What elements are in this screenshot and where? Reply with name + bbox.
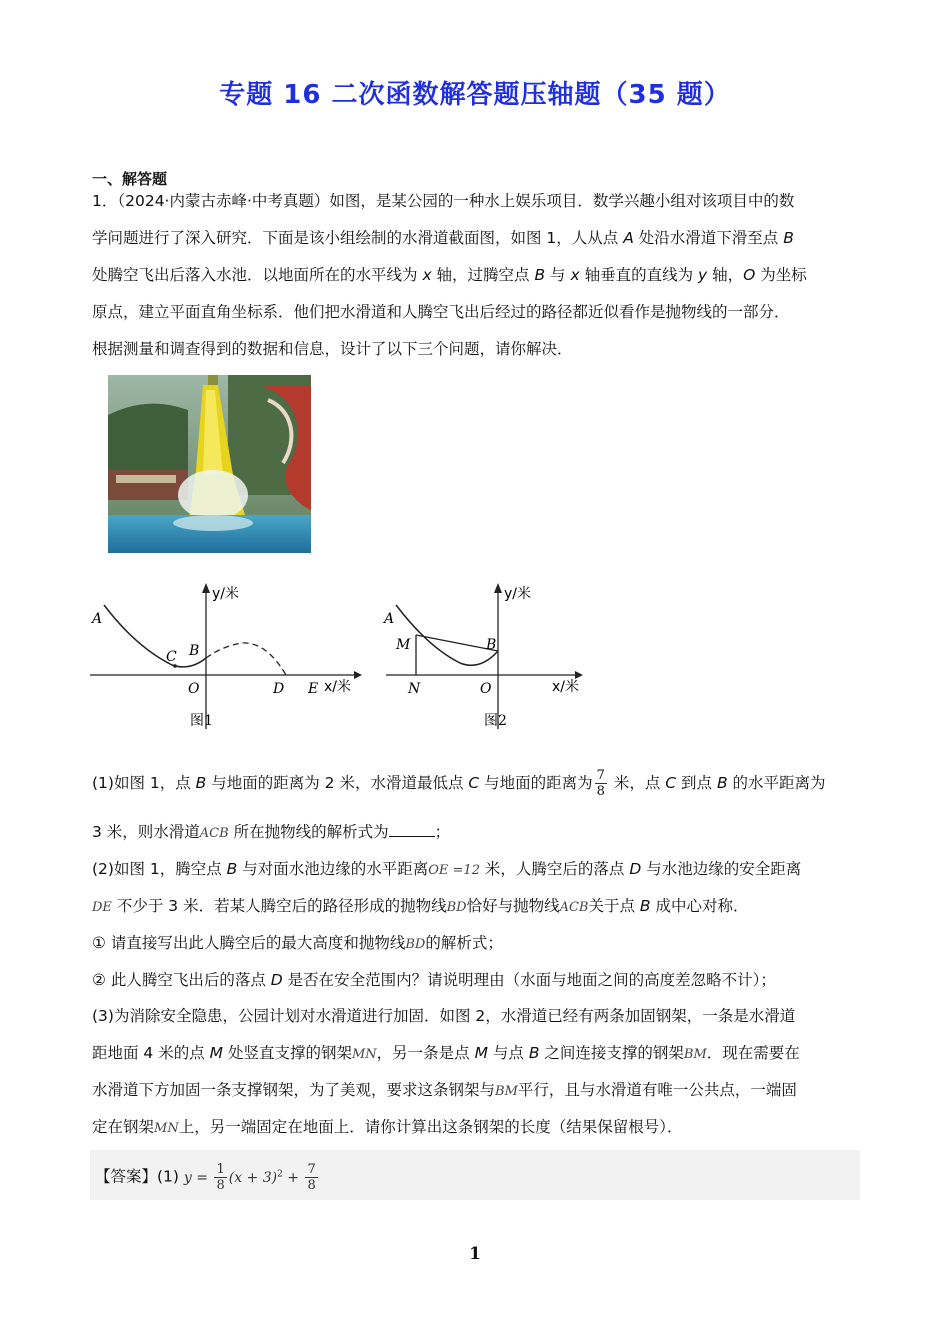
q3-line-4: 定在钢架MN上，另一端固定在地面上．请你计算出这条钢架的长度（结果保留根号）． [92,1118,683,1136]
answer-box [90,1150,860,1200]
intro-line-4: 原点，建立平面直角坐标系．他们把水滑道和人腾空飞出后经过的路径都近似看作是抛物线的一部分． [92,303,790,321]
fig1-label-b: B [189,643,200,659]
figure-2 [380,577,590,737]
answer-text [95,1162,320,1193]
fig1-label-c: C [166,649,177,665]
q2-sub-1: ① 请直接写出此人腾空后的最大高度和抛物线BD的解析式； [92,934,503,952]
fig2-x-label: x/米 [552,679,580,695]
fig1-flight-curve [206,643,286,675]
section-heading: 一、解答题 [92,170,168,188]
fig2-label-n: N [408,681,421,697]
answer-formula: y = $\frac{1}{8}$ $(x + 3)^2$ + $\frac{7}{8}$ [183,1162,316,1193]
q1-line-2: 3 米，则水滑道ACB 所在抛物线的解析式为 ； [92,823,451,841]
intro-line-2: 学问题进行了深入研究．下面是该小组绘制的水滑道截面图，如图 1，人从点 A 处沿水滑道下滑至点 B [92,229,794,247]
q2-line-2: DE 不少于 3 米．若某人腾空后的路径形成的抛物线BD恰好与抛物线ACB关于点 B 成中心对称． [92,897,749,915]
fig1-y-arrow [202,583,210,593]
water-slide-photo [108,375,311,553]
answer-label: 【答案】(1) [95,1167,179,1186]
fig2-slide-curve [396,605,498,665]
fig1-label-e: E [308,681,319,697]
q1-fraction: $\frac{7}{8}$ [596,768,605,799]
fig2-caption: 图2 [484,713,507,729]
question-1 [92,765,862,802]
fig1-label-d: D [273,681,285,697]
question-2 [92,851,862,999]
q2-sub-2: ② 此人腾空飞出后的落点 D 是否在安全范围内？请说明理由（水面与地面之间的高度差忽略不计）； [92,971,776,989]
page-number: 1 [469,1244,481,1264]
intro-line-1: 1．（2024·内蒙古赤峰·中考真题）如图，是某公园的一种水上娱乐项目．数学兴趣小组对该项目中的数 [92,192,795,210]
fig1-caption: 图1 [190,713,213,729]
intro-line-5: 根据测量和调查得到的数据和信息，设计了以下三个问题，请你解决． [92,340,573,358]
q3-line-2: 距地面 4 米的点 M 处竖直支撑的钢架MN，另一条是点 M 与点 B 之间连接支撑的钢架BM．现在需要在 [92,1044,800,1062]
fig2-y-arrow [494,583,502,593]
fig1-x-arrow [354,671,362,679]
figure-1 [86,577,366,737]
question-3 [92,998,862,1146]
fig1-label-a: A [92,611,103,627]
fig2-label-m: M [396,637,411,653]
answer-blank[interactable] [389,835,435,837]
fig1-label-o: O [188,681,200,697]
q2-line-1: (2)如图 1，腾空点 B 与对面水池边缘的水平距离OE =12 米，人腾空后的落点 D 与水池边缘的安全距离 [92,860,802,878]
q3-line-1: (3)为消除安全隐患，公园计划对水滑道进行加固．如图 2，水滑道已经有两条加固钢架，一条是水滑道 [92,1007,796,1025]
fig1-y-label: y/米 [212,586,240,602]
fig1-x-label: x/米 [324,679,352,695]
intro-line-3: 处腾空飞出后落入水池．以地面所在的水平线为 x 轴，过腾空点 B 与 x 轴垂直的直线为 y 轴，O 为坐标 [92,266,807,284]
question-intro [92,183,862,368]
question-1-cont [92,814,862,851]
fig2-label-o: O [480,681,492,697]
q1-line-1: (1)如图 1，点 B 与地面的距离为 2 米，水滑道最低点 C 与地面的距离为 $\frac{7}{8}$ 米，点 C 到点 B 的水平距离为 [92,768,826,799]
fig2-x-arrow [575,671,583,679]
page-title: 专题 16 二次函数解答题压轴题（35 题） [219,80,731,110]
q3-line-3: 水滑道下方加固一条支撑钢架，为了美观，要求这条钢架与BM平行，且与水滑道有唯一公共点，一端固 [92,1081,797,1099]
fig2-label-a: A [384,611,395,627]
fig2-label-b: B [486,637,497,653]
fig2-y-label: y/米 [504,586,532,602]
